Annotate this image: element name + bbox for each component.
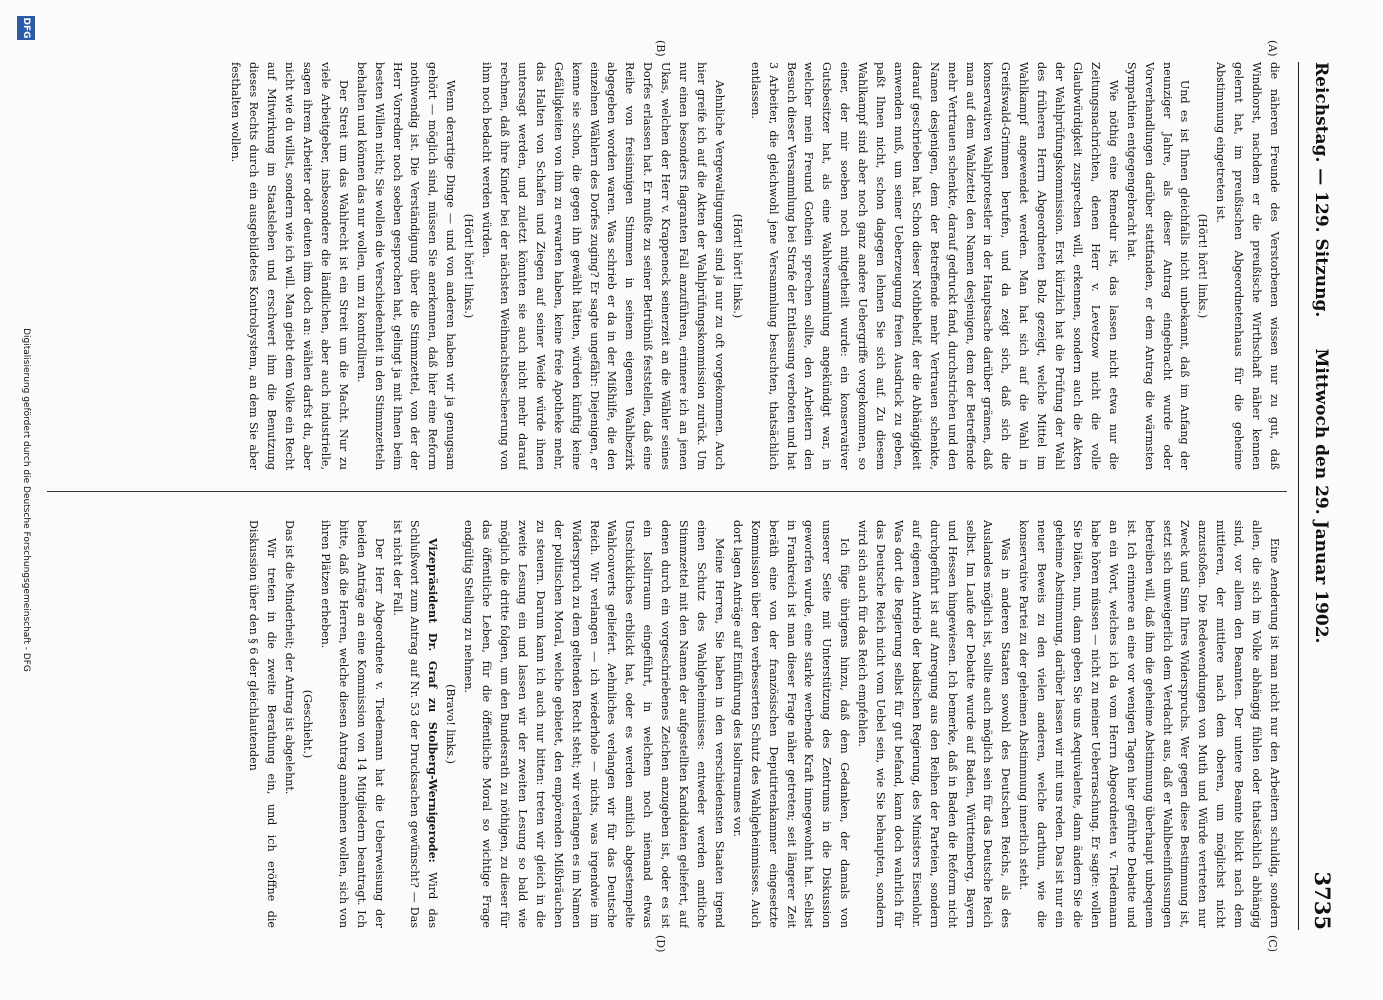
paragraph: Eine Aenderung ist man nicht nur den Arbeitern schuldig, sondern allen, die sich im Volke abhängig fühlen oder thatsächlich abhängig sind, vor allem den Beamten. Der untere Beamte blickt nach dem mittleren, der mittlere nach dem oberen, um möglichst nicht anzustoßen. Die Redewendungen von Muth und Würde vertreten nur Zweck und Sinn Ihres Widerspruchs. Wer gegen diese Bestimmung ist, setzt sich unweigerlich dem Verdacht aus, daß er Wahlbeeinflussungen betreiben will, daß ihm die geheime Abstimmung überhaupt unbequem ist. Ich erinnere an eine vor wenigen Tagen hier geführte Debatte und an ein Wort, welches ich da vom Herrn Abgeordneten v. Tiedemann habe hören müssen — nicht zu meiner Ueberraschung. Er sagte: wollen Sie Diäten, nun, dann geben Sie uns Aequivalente, dann ändern Sie die geheime Abstimmung, darüber lassen wir mit uns reden. Das ist nur ein neuer Beweis zu den vielen anderen, welche darthun, wie die konservative Partei zu der geheimen Abstimmung innerlich steht. xyxy=(1017,520,1281,928)
paragraph: (Hört! hört! links.) xyxy=(730,213,744,319)
page-number: 3735 xyxy=(1310,871,1335,930)
paragraph: (Bravo! links.) xyxy=(444,684,458,764)
dfg-logo: DFG xyxy=(17,16,35,40)
digitization-note: Digitalisierung gefördert durch die Deutsche Forschungsgemeinschaft - DFG xyxy=(21,328,31,672)
paragraph: Der Streit um das Wahlrecht ist ein Streit um die Macht. Nur zu viele Arbeitgeber, insbesondere die ländlichen, aber auch industrielle, sagen ihrem Arbeiter oder deuten ihm doch an: wählen darfst du, aber nicht wie du willst, sondern wie ich will. Man giebt dem Volke ein Recht auf Mitwirkung im Staatsleben und erschwert ihm die Benutzung dieses Rechts durch ein ausgebildetes Kontrolsystem, an dem Sie aber festhalten wollen. xyxy=(229,62,350,470)
paragraph: Wir treten in die zweite Berathung ein, und ich eröffne die Diskussion über den § 6 der gleichlautenden xyxy=(247,520,279,928)
margin-marker-d: (D) xyxy=(654,935,667,953)
paragraph: Ich füge übrigens hinzu, daß dem Gedanken, der damals von unserer Seite mit Unterstützung des Zentrums in die Diskussion geworfen wurde, eine starke werbende Kraft innegewohnt hat. Selbst in Frankreich ist man dieser Frage näher getreten; seit längerer Zeit beräth eine von der französischen Deputirtenkammer eingesetzte Kommission über den verbesserten Schutz des Wahlgeheimnisses. Auch dort lagen Anträge auf Einführung des Isolirraumes vor. xyxy=(730,520,852,928)
paragraph: Was in anderen Staaten sowohl des Deutschen Reichs, als des Auslandes möglich ist, sollte auch möglich sein für das Deutsche Reich selbst. Im Laufe der Debatte wurde auf Baden, Württemberg, Bayern und Hessen hingewiesen. Ich bemerke, daß in Baden die Reform nicht durchgeführt ist auf Anregung aus den Reihen der Parteien, sondern auf eigenen Antrieb der badischen Regierung, des Ministers Eisenlohr. Was dort die Regierung selbst für gut befand, kann doch wahrlich für das Deutsche Reich nicht vom Uebel sein, wie Sie behaupten, sondern wird sich auch für das Reich empfehlen. xyxy=(856,520,1013,928)
paragraph: Wie nöthig eine Remedur ist, das lassen nicht etwa nur die Zeitungsnachrichten, denen Herr v. Levetzow nicht die volle Glaubwürdigkeit zusprechen will, erkennen, sondern auch die Akten der Wahlprüfungskommission. Erst kürzlich hat die Prüfung der Wahl des früheren Herrn Abgeordneten Bolz gezeigt, welche Mittel im Wahlkampf angewendet werden. Man hat sich auf die Wahl in Greifswald-Grimmen berufen, und da zeigt sich, daß sich die konservativen Wahlprotestler in der Hauptsache darüber grämen, daß man auf dem Wahlzettel den Namen desjenigen, dem der Betreffende mehr Vertrauen schenkte, darauf gedruckt fand, durchstrichen und den Namen desjenigen, dem der Betreffende mehr Vertrauen schenkte, darauf geschrieben hat. Schon dieser Nothbehelf, der die Abhängigkeit anwenden muß, um seiner Ueberzeugung freien Ausdruck zu geben, paßt Ihnen nicht, schon dagegen lehnen Sie sich auf. Zu diesem Wahlkampf sind aber noch ganz andere Uebergriffe vorgekommen, so einer, der mir soeben noch mitgetheilt wurde: ein konservativer Gutsbesitzer hat, als eine Wahlversammlung angekündigt war, in welcher mein Freund Gothein sprechen sollte, den Arbeitern den Besuch dieser Versammlung bei Strafe der Entlassung verboten und hat 3 Arbeiter, die gleichwohl jene Versammlung besuchten, thatsächlich entlassen. xyxy=(748,62,1120,470)
paragraph xyxy=(388,520,442,928)
right-text-column xyxy=(45,520,1283,928)
session-date: Mittwoch den 29. Januar 1902. xyxy=(1311,348,1331,644)
speaker-name: Vizepräsident Dr. Graf zu Stolberg-Wernigerode: xyxy=(426,538,440,863)
margin-marker-c: (C) xyxy=(1266,935,1279,952)
paragraph: (Hört! hört! links.) xyxy=(462,213,476,319)
margin-marker-a: (A) xyxy=(1266,40,1279,57)
session-title: Reichstag. — 129. Sitzung. xyxy=(1311,62,1331,318)
paragraph: Wenn derartige Dinge — und von anderen haben wir ja genugsam gehört — möglich sind, müssen Sie anerkennen, daß hier eine Reform nothwendig ist. Die Verständigung über die Stimmzettel, von der der Herr Vorredner noch soeben gesprochen hat, gelingt ja mit Ihnen beim besten Willen nicht; Sie wollen die Verschiedenheit in den Stimmzetteln behalten und können das nur wollen, um zu kontrolliren. xyxy=(354,62,458,470)
paragraph: Das ist die Minderheit; der Antrag ist abgelehnt. xyxy=(283,520,297,795)
paragraph: (Hört! hört! links.) xyxy=(1196,213,1210,319)
paragraph: Und es ist Ihnen gleichfalls nicht unbekannt, daß im Anfang der neunziger Jahre, als dieser Antrag eingebracht wurde oder Vorverhandlungen darüber stattfanden, er dem Antrag die wärmsten Sympathien entgegengebracht hat. xyxy=(1124,62,1192,470)
column-divider xyxy=(47,491,1287,492)
paragraph: Meine Herren, Sie haben in den verschiedensten Staaten irgend einen Schutz des Wahlgeheimnisses: entweder werden amtliche Stimmzettel mit den Namen der aufgestellten Kandidaten geliefert, auf denen durch ein vorgeschriebenes Zeichen anzugeben ist, oder es ist ein Isolirraum eingeführt, in welchem noch niemand etwas Unschickliches erblickt hat, oder es werden amtlich abgestempelte Wahlcouverts geliefert. Aehnliches verlangen wir für das Deutsche Reich. Wir verlangen — ich wiederhole — nichts, was irgendwie im Widerspruch zu dem geltenden Recht steht; wir verlangen es im Namen der politischen Moral, welche gebietet, den empörenden Mißbräuchen zu steuern. Darum kann ich auch nur bitten: treten wir gleich in die zweite Lesung ein und lassen wir der zweiten Lesung so bald wie möglich die dritte folgen, um den Bundesrath zu nöthigen, zu dieser für das öffentliche Leben, für die öffentliche Moral so wichtige Frage endgültig Stellung zu nehmen. xyxy=(462,520,726,928)
paragraph: (Geschieht.) xyxy=(301,689,315,759)
paragraph-text: Wird das Schlußwort zum Antrag auf Nr. 53 der Drucksachen gewünscht? — Das ist nicht der Fall. xyxy=(390,520,440,928)
paragraph: Der Herr Abgeordnete v. Tiedemann hat die Ueberweisung der beiden Anträge an eine Kommission von 14 Mitgliedern beantragt. Ich bitte, daß die Herren, welche diesen Antrag annehmen wollen, sich von ihren Plätzen erheben. xyxy=(318,520,386,928)
header-rule xyxy=(1298,62,1299,930)
left-text-column xyxy=(45,62,1283,470)
paragraph: die näheren Freunde des Verstorbenen wissen nur zu gut, daß Windhorst, nachdem er die preußische Wirthschaft näher kennen gelernt hat, im preußischen Abgeordnetenhaus für die geheime Abstimmung eingetreten ist. xyxy=(1214,62,1281,470)
margin-marker-b: (B) xyxy=(654,40,667,57)
page-header xyxy=(1301,62,1341,930)
paragraph: Aehnliche Vergewaltigungen sind ja nur zu oft vorgekommen. Auch hier greife ich auf die Akten der Wahlprüfungskommission zurück. Um nur einen besonders flagranten Fall anzuführen, erinnere ich an jenen Ukas, welchen der Herr v. Krappeneck seinerzeit an die Wähler seines Dorfes erlassen hat. Er mußte zu seiner Betrübniß feststellen, daß eine Reihe von freisinnigen Stimmen in seinem eigenen Wahlbezirk abgegeben worden waren. Was schrieb er da in der Mißhilfe, die den einzelnen Wählern des Dorfes zuging? Er sagte ungefähr: Diejenigen, er kenne sie schon, die gegen ihn gewählt hätten, würden künftig keine Gefälligkeiten von ihm zu erwarten haben, keine freie Apotheke mehr, das Halten von Schafen und Ziegen auf seiner Weide würde ihnen untersagt werden, und zuletzt könnten sie auch nicht mehr darauf rechnen, daß ihre Kinder bei der nächsten Weihnachtsbescheerung von ihm noch bedacht werden würden. xyxy=(480,62,726,470)
